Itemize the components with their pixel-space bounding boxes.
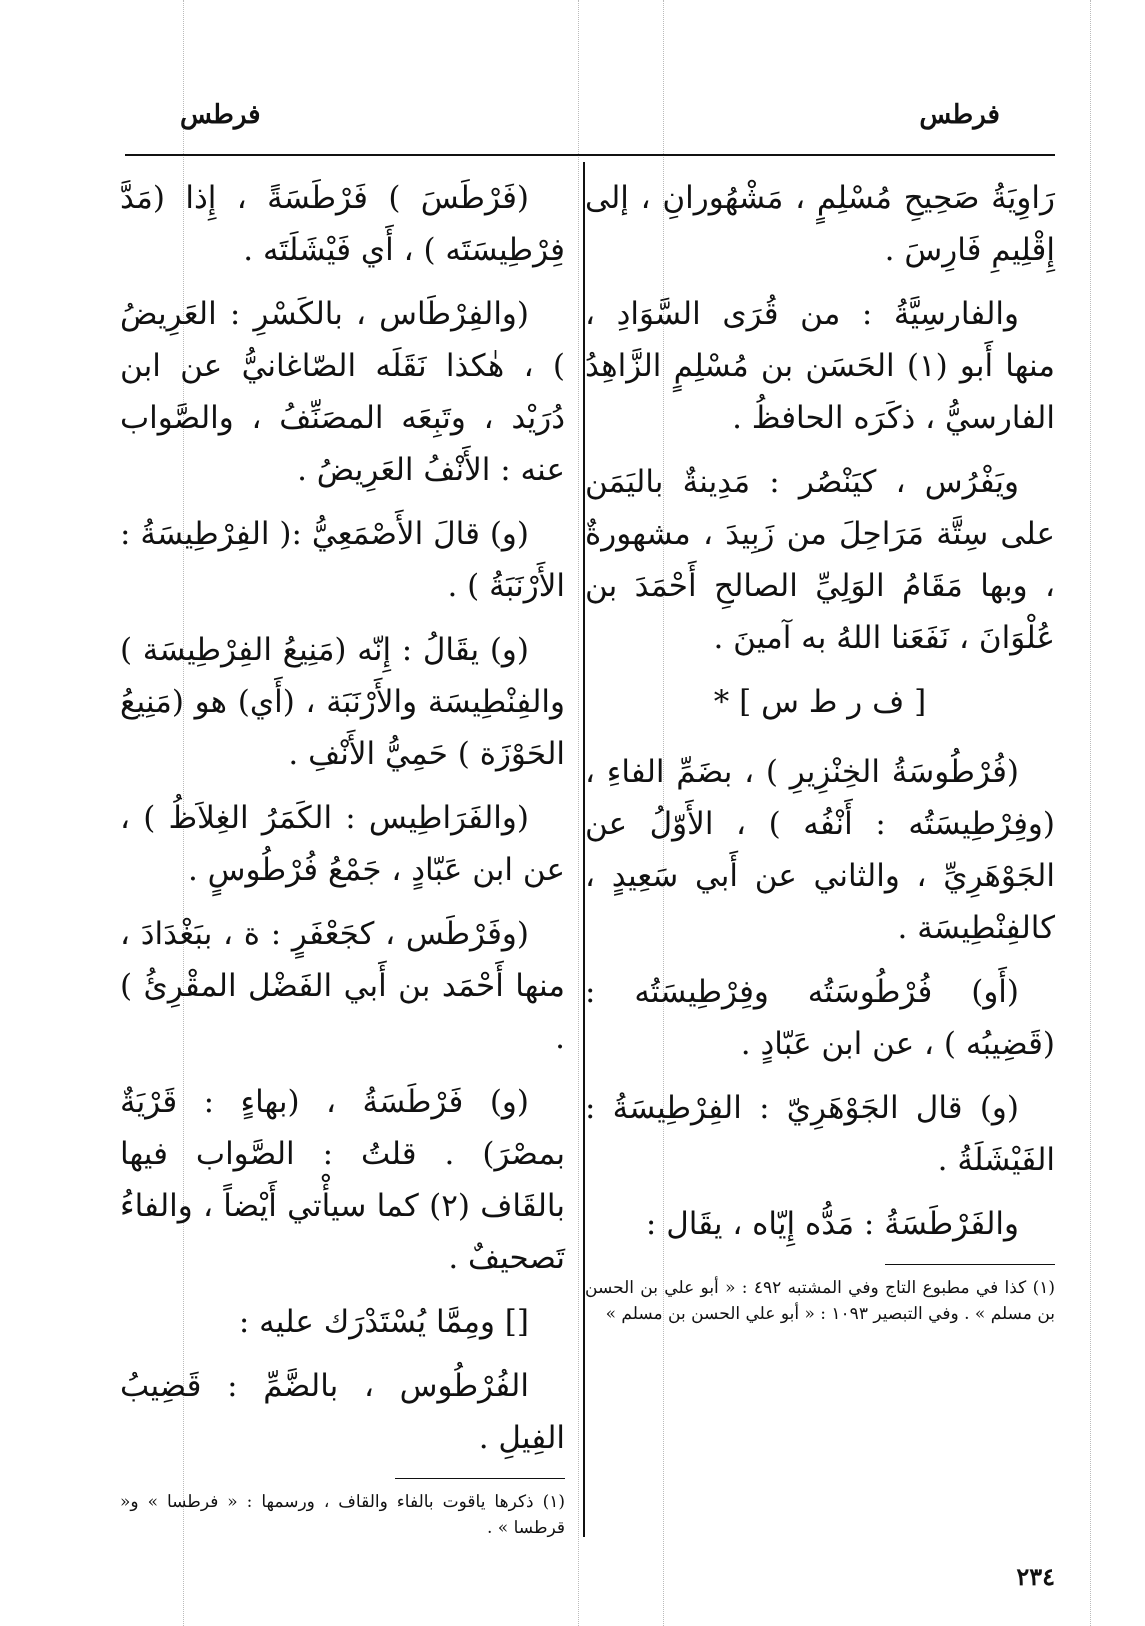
right-column <box>585 172 1055 1327</box>
entry-text: (فَرْطَسَ ) فَرْطَسَةً ، إِذا (مَدَّ فِرْطِيسَتَه ) ، أَي فَيْشَلَتَه . <box>120 180 565 268</box>
entry-text: (والفَرَاطِيس : الكَمَرُ الغِلاَظُ ) ، عن ابن عَبّادٍ ، جَمْعُ فُرْطُوسٍ . <box>120 800 565 888</box>
scan-guide-line <box>578 0 579 1626</box>
entry-text: (أَو) فُرْطُوسَتُه وفِرْطِيسَتُه : (قَضِيبُه ) ، عن ابن عَبّادٍ . <box>585 974 1055 1062</box>
entry-text: (فُرْطُوسَةُ الخِنْزِيرِ ) ، بضَمِّ الفاءِ ، (وفِرْطِيسَتُه : أَنْفُه ) ، الأَوّلُ عن الجَوْهَرِيِّ ، والثاني عن أَبي سَعِيدٍ ، كالفِنْطِيسَة . <box>585 754 1055 946</box>
root-heading: [ ف ر ط س ] * <box>713 684 927 720</box>
entry-text: (و) يقَالُ : إِنّه (مَنِيعُ الفِرْطِيسَة ) والفِنْطِيسَة والأَرْنَبَة ، (أَي) هو (مَنِيعُ الحَوْزَة ) حَمِيُّ الأَنْفِ . <box>120 632 565 772</box>
entry-text: (والفِرْطَاس ، بالكَسْرِ : العَرِيضُ ) ، هٰكذا نَقَلَه الصّاغانيُّ عن ابن دُرَيْد ، وتَبِعَه المصَنِّفُ ، والصَّواب عنه : الأَنْفُ العَرِيضُ . <box>120 296 565 488</box>
scan-guide-line <box>1090 0 1091 1626</box>
entry-text: والفارسِيَّةُ : من قُرَى السَّوَادِ ، منها أَبو (١) الحَسَن بن مُسْلِمٍ الزَّاهِدُ الفارسيُّ ، ذكَرَه الحافظُ . <box>585 296 1055 436</box>
running-head-right: فرطس <box>919 100 1000 130</box>
entry-text: (و) قالَ الأَصْمَعِيُّ :( الفِرْطِيسَةُ : الأَرْنَبَةُ ) . <box>120 516 565 604</box>
page-header <box>140 100 1040 140</box>
entry-text: والفَرْطَسَةُ : مَدُّه إِيّاه ، يقَال : <box>645 1206 1019 1242</box>
page-number: ٢٣٤ <box>1016 1562 1055 1591</box>
entry-text: [] ومِمَّا يُسْتَدْرَك عليه : <box>238 1304 529 1340</box>
running-head-left: فرطس <box>180 100 261 130</box>
footnote-rule <box>395 1478 565 1479</box>
footnote-rule <box>885 1264 1055 1265</box>
entry-text: رَاوِيَةُ صَحِيحِ مُسْلِمٍ ، مَشْهُورانِ ، إلى إِقْلِيمِ فَارِسَ . <box>585 180 1055 268</box>
entry-text: (و) قال الجَوْهَرِيّ : الفِرْطِيسَةُ : الفَيْشَلَةُ . <box>585 1090 1055 1178</box>
header-rule <box>125 154 1055 156</box>
entry-text: (وفَرْطَس ، كجَعْفَرٍ : ة ، ببَغْدَادَ ، منها أَحْمَد بن أَبي الفَضْل المقْرِئُ ) . <box>120 916 565 1056</box>
left-column <box>120 172 565 1541</box>
footnote: (١) ذكرها ياقوت بالفاء والقاف ، ورسمها : « فرطسا » و« قرطسا » . <box>120 1492 565 1538</box>
footnote: (١) كذا في مطبوع التاج وفي المشتبه ٤٩٢ : « أبو علي بن الحسن بن مسلم » . وفي التبصير ١٠٩٣ : « أبو علي الحسن بن مسلم » <box>585 1278 1055 1324</box>
entry-text: ويَفْرُس ، كيَنْصُر : مَدِينةٌ باليَمَن على سِتَّة مَرَاحِلَ من زَبِيدَ ، مشهورةٌ ، وبها مَقَامُ الوَلِيِّ الصالحِ أَحْمَدَ بن عُلْوَانَ ، نَفَعَنا اللهُ به آمينَ . <box>585 464 1055 656</box>
entry-text: (و) فَرْطَسَةُ ، (بهاءٍ : قَرْيَةٌ بمصْرَ) . قلتُ : الصَّواب فيها بالقَاف (٢) كما سيأْتي أَيْضاً ، والفاءُ تَصحيفٌ . <box>120 1084 565 1276</box>
entry-text: الفُرْطُوس ، بالضَّمِّ : قَضِيبُ الفِيلِ . <box>120 1368 565 1456</box>
